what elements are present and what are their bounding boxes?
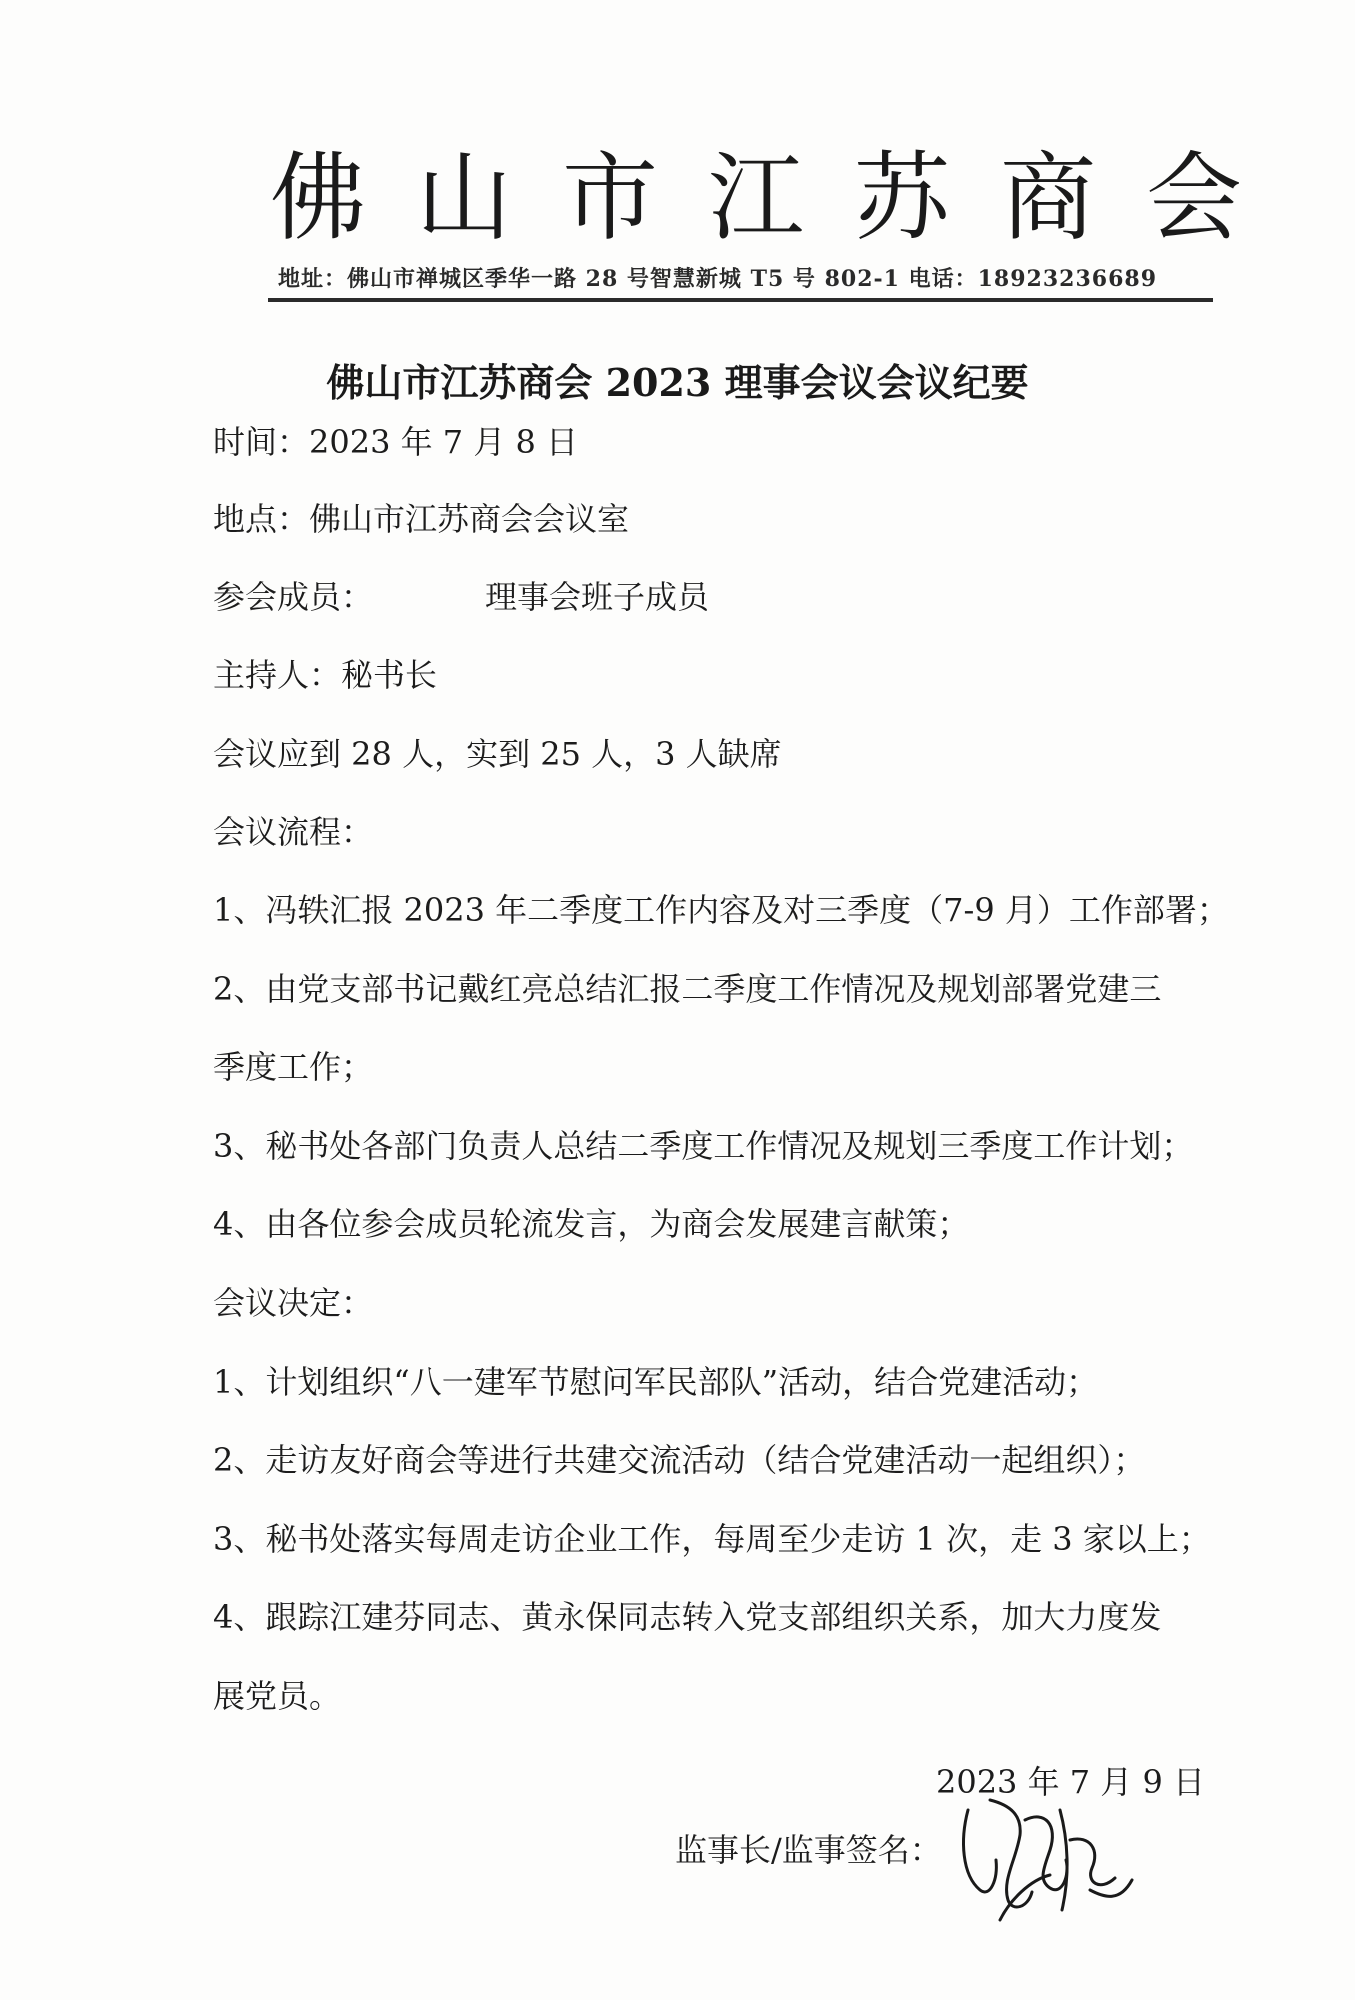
process-item: 1、冯轶汇报 2023 年二季度工作内容及对三季度（7-9 月）工作部署； — [213, 891, 1229, 929]
decision-item: 4、跟踪江建芬同志、黄永保同志转入党支部组织关系，加大力度发 — [213, 1598, 1162, 1636]
process-heading: 会议流程： — [213, 813, 374, 851]
decision-item-continuation: 展党员。 — [213, 1677, 342, 1715]
process-item: 4、由各位参会成员轮流发言，为商会发展建言献策； — [213, 1205, 970, 1243]
meeting-place: 地点：佛山市江苏商会会议室 — [213, 500, 630, 538]
decision-item: 1、计划组织“八一建军节慰问军民部队”活动，结合党建活动； — [213, 1363, 1099, 1401]
process-item: 3、秘书处各部门负责人总结二季度工作情况及规划三季度工作计划； — [213, 1127, 1194, 1165]
decision-item: 3、秘书处落实每周走访企业工作，每周至少走访 1 次，走 3 家以上； — [213, 1520, 1211, 1558]
process-item-continuation: 季度工作； — [213, 1048, 374, 1086]
handwritten-signature-icon — [950, 1780, 1140, 1930]
letterhead-divider — [268, 298, 1213, 302]
signature-label: 监事长/监事签名： — [675, 1831, 942, 1869]
meeting-time: 时间：2023 年 7 月 8 日 — [213, 423, 579, 461]
members-label: 参会成员： — [213, 578, 374, 616]
document-title: 佛山市江苏商会 2023 理事会议会议纪要 — [326, 360, 1029, 405]
meeting-host: 主持人：秘书长 — [213, 656, 438, 694]
members-value: 理事会班子成员 — [485, 578, 710, 616]
document-date: 2023 年 7 月 9 日 — [935, 1763, 1205, 1801]
decisions-heading: 会议决定： — [213, 1284, 374, 1322]
letterhead-address: 地址：佛山市禅城区季华一路 28 号智慧新城 T5 号 802-1 电话：18923236689 — [278, 266, 1157, 292]
letterhead-org-name: 佛山市江苏商会 — [270, 142, 1292, 254]
decision-item: 2、走访友好商会等进行共建交流活动（结合党建活动一起组织）； — [213, 1441, 1146, 1479]
process-item: 2、由党支部书记戴红亮总结汇报二季度工作情况及规划部署党建三 — [213, 970, 1162, 1008]
attendance-summary: 会议应到 28 人，实到 25 人，3 人缺席 — [213, 735, 782, 773]
